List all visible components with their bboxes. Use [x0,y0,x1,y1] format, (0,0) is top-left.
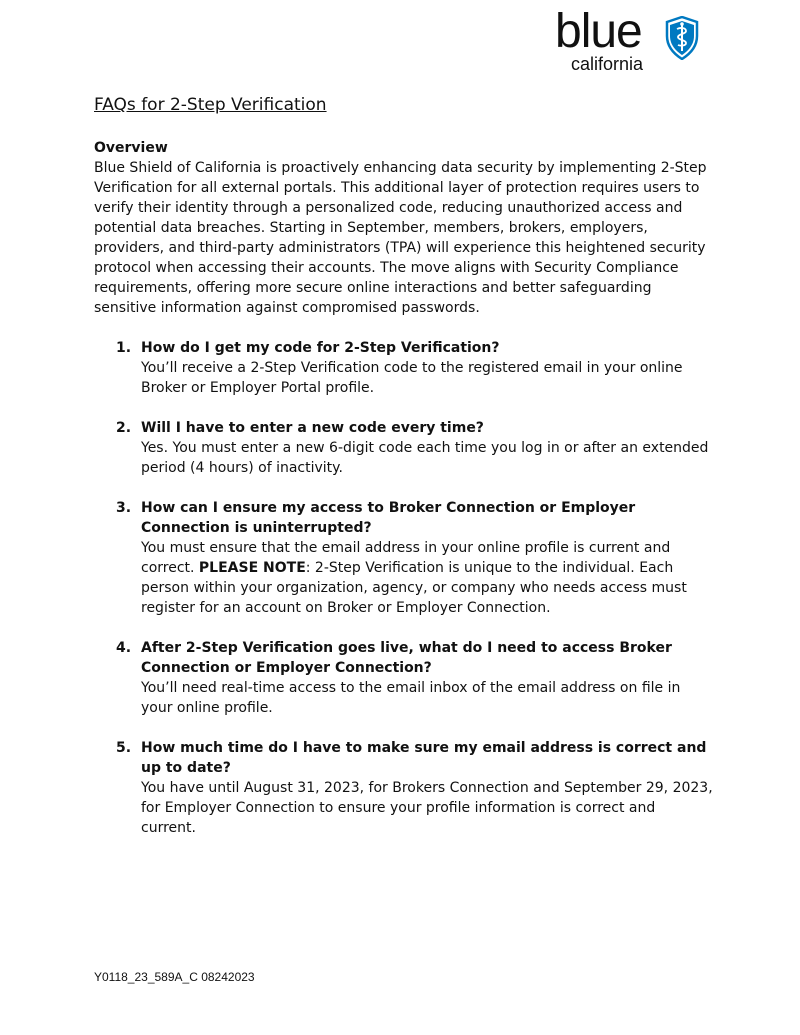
blue-shield-logo [555,5,705,76]
faq-number: 3. [116,500,132,516]
faq-question: How do I get my code for 2-Step Verification? [141,340,500,356]
shield-caduceus-icon [664,16,700,60]
faq-item [94,338,714,398]
faq-item [94,638,714,718]
faq-answer: You’ll need real-time access to the email inbox of the email address on file in your online profile. [141,680,681,716]
answer-text-before: You must ensure that the email address in your online profile is current and correct. [141,540,671,576]
document-code: Y0118_23_589A_C 08242023 [94,970,255,984]
faq-question: How much time do I have to make sure my email address is correct and up to date? [141,740,707,776]
faq-question: How can I ensure my access to Broker Connection or Employer Connection is uninterrupted? [141,500,636,536]
faq-number: 5. [116,740,132,756]
page-title: FAQs for 2-Step Verification [94,95,327,115]
faq-answer: Yes. You must enter a new 6-digit code each time you log in or after an extended period (4 hours) of inactivity. [141,440,709,476]
logo-wordmark: blue [555,5,642,58]
faq-question: After 2-Step Verification goes live, what do I need to access Broker Connection or Employer Connection? [141,640,672,676]
faq-number: 1. [116,340,132,356]
overview-text: Blue Shield of California is proactively enhancing data security by implementing 2-Step Verification for all external portals. This additional layer of protection requires users to verify their identity through a personalized code, reducing unauthorized access and potential data breaches. Starting in September, members, brokers, employers, providers, and third-party administrators (TPA) will experience this heightened security protocol when accessing their accounts. The move aligns with Security Compliance requirements, offering more secure online interactions and better safeguarding sensitive information against compromised passwords. [94,160,707,316]
please-note-label: PLEASE NOTE [198,560,306,576]
logo-subtitle: california [571,54,644,74]
document-body [94,94,714,858]
faq-item [94,738,714,838]
faq-number: 4. [116,640,132,656]
overview-section [94,138,714,318]
faq-item [94,418,714,478]
faq-list [94,338,714,838]
faq-answer: You have until August 31, 2023, for Brokers Connection and September 29, 2023, for Employer Connection to ensure your profile information is correct and current. [141,780,713,836]
faq-question: Will I have to enter a new code every time? [141,420,484,436]
faq-answer: You’ll receive a 2-Step Verification code to the registered email in your online Broker or Employer Portal profile. [141,360,683,396]
answer-text-after: : 2-Step Verification is unique to the individual. Each person within your organization, agency, or company who needs access must register for an account on Broker or Employer Connection. [141,560,687,616]
faq-number: 2. [116,420,132,436]
overview-heading: Overview [94,140,168,156]
faq-answer [141,538,714,618]
faq-item [94,498,714,618]
